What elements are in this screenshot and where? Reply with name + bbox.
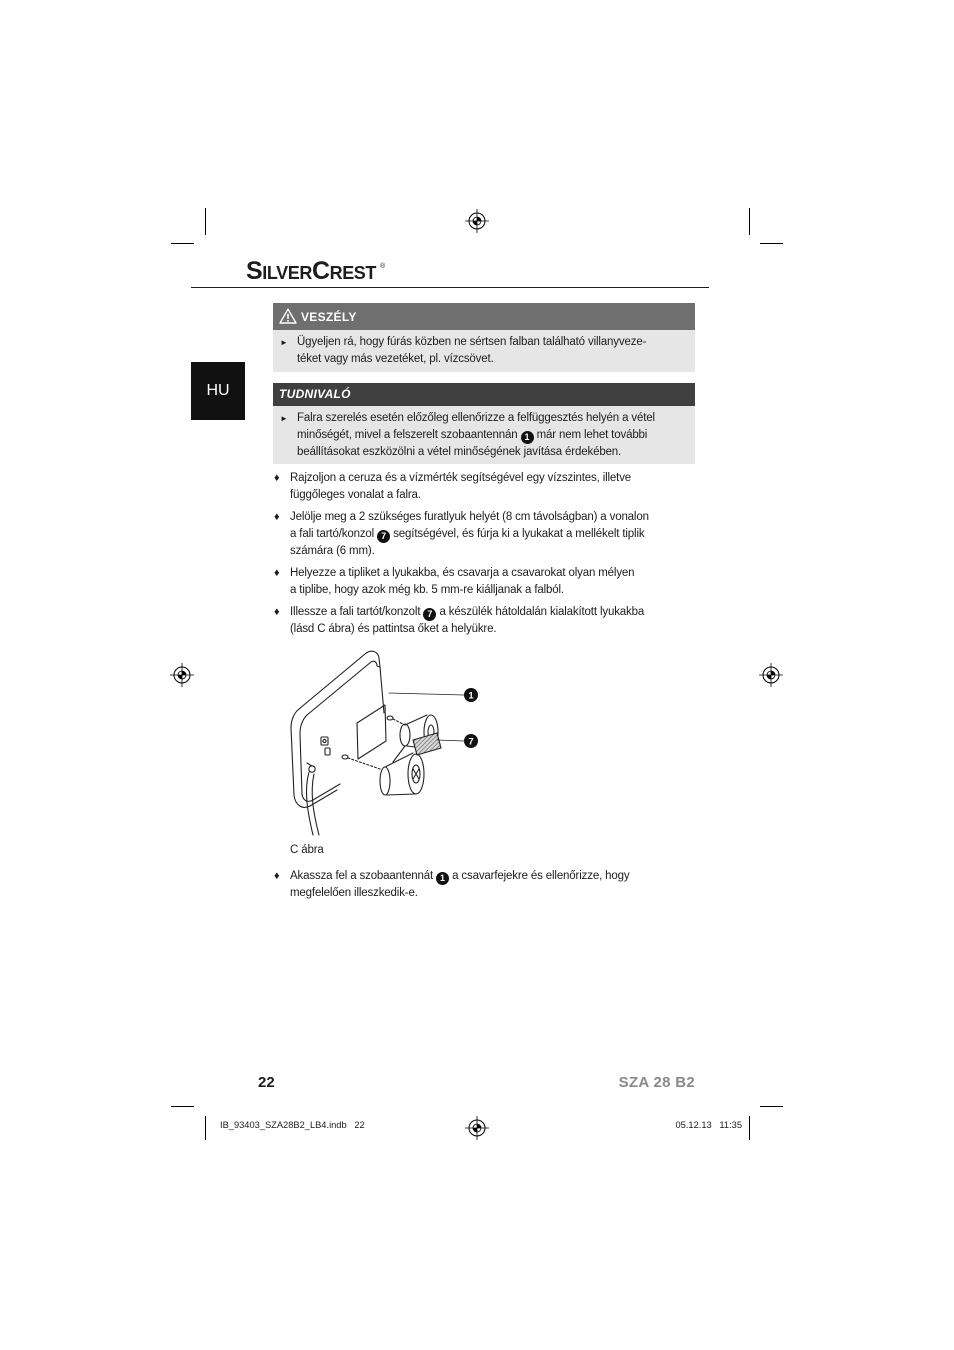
registration-mark-icon	[170, 663, 194, 687]
diamond-bullet-icon: ♦	[274, 471, 280, 484]
bracket	[380, 767, 390, 795]
registration-mark-icon	[465, 209, 489, 233]
step-line: megfelelően illeszkedik-e.	[290, 886, 418, 899]
step-text: a fali tartó/konzol	[290, 527, 375, 540]
brand-logo: SilverCrest	[246, 257, 377, 285]
crop-mark	[205, 1116, 206, 1140]
header-rule	[191, 287, 709, 288]
danger-box	[273, 303, 695, 372]
bracket	[405, 715, 427, 725]
arrow-bullet-icon: ►	[280, 338, 288, 347]
crop-mark	[749, 1116, 750, 1140]
device-cable	[306, 772, 313, 835]
page-number: 22	[258, 1074, 275, 1091]
note-body	[273, 406, 695, 464]
crop-mark	[760, 1106, 783, 1107]
callout-label: 7	[468, 736, 474, 748]
callout-leader	[437, 740, 464, 741]
diamond-bullet-icon: ♦	[274, 605, 280, 618]
screw	[387, 716, 393, 720]
danger-item	[273, 334, 695, 368]
danger-line: téket vagy más vezetéket, pl. vízcsövet.	[297, 353, 494, 365]
diamond-bullet-icon: ♦	[274, 869, 280, 882]
step-line: Rajzoljon a ceruza és a vízmérték segítségével egy vízszintes, illetve	[290, 471, 632, 484]
arrow-bullet-icon: ►	[280, 414, 288, 423]
wall-mount-illustration	[285, 645, 485, 840]
step-line	[290, 604, 699, 621]
step-text: segítségével, és fúrja ki a lyukakat a mellékelt tiplik	[393, 527, 645, 540]
note-line: Falra szerelés esetén előzőleg ellenőrizze a felfüggesztés helyén a vétel	[297, 412, 655, 424]
step-text: a csavarfejekre és ellenőrizze, hogy	[452, 869, 630, 882]
step-item	[274, 470, 699, 504]
figure-caption: C ábra	[290, 843, 324, 856]
note-line	[297, 427, 695, 444]
model-number: SZA 28 B2	[618, 1074, 695, 1091]
step-text: Illessze a fali tartót/konzolt	[290, 605, 421, 618]
slug-datetime: 05.12.13 11:35	[675, 1120, 742, 1130]
step-line: a tiplibe, hogy azok még kb. 5 mm-re kiálljanak a falból.	[290, 583, 564, 596]
step-item	[274, 509, 699, 560]
step-line: (lásd C ábra) és pattintsa őket a helyükre.	[290, 622, 497, 635]
device-label	[357, 705, 386, 759]
crop-mark	[205, 208, 206, 235]
step-line: számára (6 mm).	[290, 544, 375, 557]
device-frame	[307, 661, 380, 715]
step-line	[290, 526, 699, 543]
screw	[342, 755, 348, 759]
note-box	[273, 383, 695, 464]
crop-mark	[760, 243, 783, 244]
note-text: már nem lehet további	[536, 429, 648, 441]
diamond-bullet-icon: ♦	[274, 510, 280, 523]
danger-line: Ügyeljen rá, hogy fúrás közben ne sértsen falban található villanyveze-	[297, 336, 647, 348]
note-text: minőségét, mivel a felszerelt szobaantennán	[297, 429, 518, 441]
danger-body	[273, 330, 695, 372]
step-line: Helyezze a tipliket a lyukakba, és csavarja a csavarokat olyan mélyen	[290, 566, 635, 579]
part-number-badge: 7	[423, 608, 436, 621]
device-cable	[312, 774, 319, 835]
wall-section	[413, 733, 441, 755]
registered-mark: ®	[380, 263, 386, 270]
step-item	[274, 868, 699, 902]
note-header	[273, 383, 695, 406]
device-connector	[325, 748, 330, 755]
registration-mark-icon	[759, 663, 783, 687]
bracket	[387, 794, 415, 795]
danger-header	[273, 303, 695, 330]
device-frame	[291, 709, 337, 807]
device-connector	[323, 739, 326, 742]
device-frame	[299, 651, 380, 709]
device-socket	[309, 766, 315, 772]
step-line: Jelölje meg a 2 szükséges furatlyuk helyét (8 cm távolságban) a vonalon	[290, 510, 649, 523]
callout-leader	[389, 693, 464, 695]
bracket	[400, 724, 410, 746]
crop-mark	[749, 208, 750, 235]
step-text: Akassza fel a szobaantennát	[290, 869, 433, 882]
slug-file: IB_93403_SZA28B2_LB4.indb 22	[220, 1120, 365, 1130]
step-line: függőleges vonalat a falra.	[290, 488, 421, 501]
crop-mark	[171, 1106, 194, 1107]
diamond-bullet-icon: ♦	[274, 566, 280, 579]
note-title: TUDNIVALÓ	[279, 387, 351, 401]
step-item	[274, 565, 699, 599]
warning-triangle-icon	[279, 308, 297, 324]
callout-label: 1	[468, 690, 474, 702]
note-item	[273, 410, 695, 461]
registration-mark-icon	[465, 1116, 489, 1140]
device-connector	[321, 737, 328, 745]
danger-title: VESZÉLY	[301, 310, 357, 324]
part-number-badge: 1	[436, 872, 449, 885]
part-number-badge: 7	[377, 530, 390, 543]
device-frame	[300, 715, 340, 801]
crop-mark	[171, 243, 194, 244]
step-text: a készülék hátoldalán kialakított lyukakba	[439, 605, 645, 618]
step-line	[290, 868, 699, 885]
step-item	[274, 604, 699, 638]
language-tab: HU	[191, 362, 245, 420]
part-number-badge: 1	[521, 431, 534, 444]
note-line: beállításokat eszközölni a vétel minőségének javítása érdekében.	[297, 446, 622, 458]
